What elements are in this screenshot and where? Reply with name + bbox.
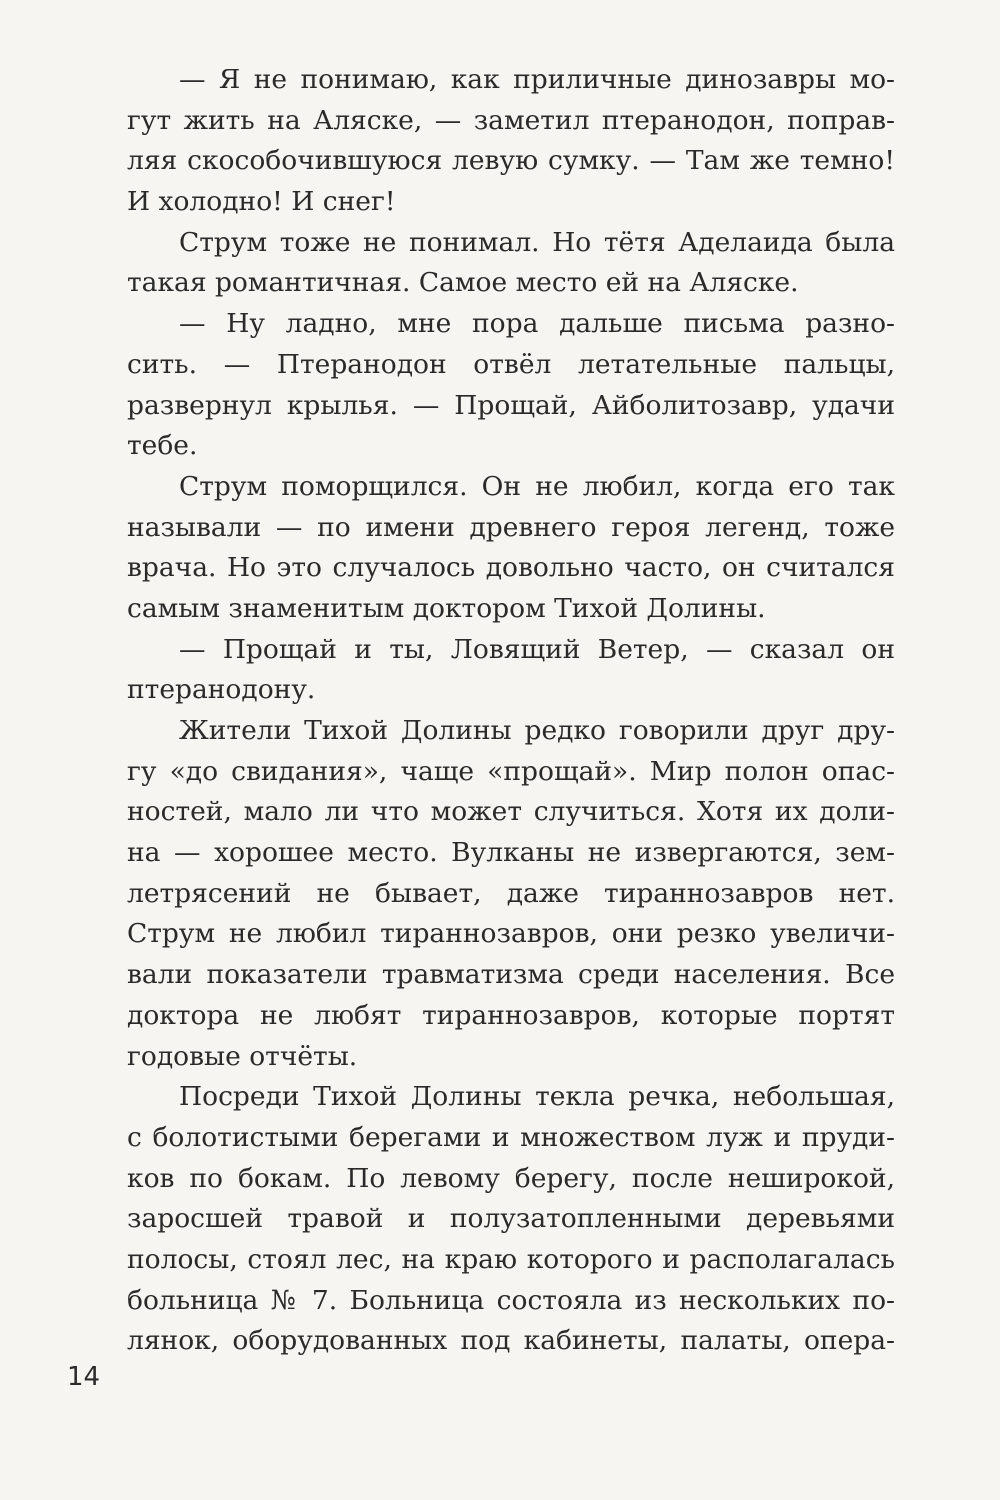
text-line: заросшей травой и полузатопленными деревьями [127,1203,895,1235]
text-line: Посреди Тихой Долины текла речка, небольшая, [179,1081,895,1113]
text-line: вали показатели травматизма среди населения. Все [127,959,895,991]
text-line: тебе. [127,430,198,462]
text-line: птеранодону. [127,674,316,706]
body-text [127,60,895,1362]
text-line: гут жить на Аляске, — заметил птеранодон, поправ- [127,104,895,136]
text-line: на — хорошее место. Вулканы не извергаются, зем- [127,837,895,869]
text-line: врача. Но это случалось довольно часто, он считался [127,552,895,584]
text-line: Струм не любил тираннозавров, они резко увеличи- [127,918,895,950]
text-line: гу «до свидания», чаще «прощай». Мир полон опас- [127,755,895,787]
text-line: самым знаменитым доктором Тихой Долины. [127,592,766,624]
text-line: И холодно! И снег! [127,186,396,218]
text-line: полосы, стоял лес, на краю которого и располагалась [127,1243,895,1275]
text-line: ков по бокам. По левому берегу, после неширокой, [127,1162,895,1194]
text-line: — Прощай и ты, Ловящий Ветер, — сказал он [179,633,895,665]
text-line: ляя скособочившуюся левую сумку. — Там же темно! [127,145,895,177]
text-line: такая романтичная. Самое место ей на Аляске. [127,267,799,299]
text-line: летрясений не бывает, даже тираннозавров нет. [127,877,895,909]
text-line: — Ну ладно, мне пора дальше письма разно- [179,308,895,340]
text-line: называли — по имени древнего героя легенд, тоже [127,511,895,543]
text-line: ностей, мало ли что может случиться. Хотя их доли- [127,796,895,828]
text-line: сить. — Птеранодон отвёл летательные пальцы, [127,348,895,380]
text-line: Струм поморщился. Он не любил, когда его так [179,470,895,502]
text-line: с болотистыми берегами и множеством луж и пруди- [127,1121,895,1153]
text-line: больница № 7. Больница состояла из нескольких по- [127,1284,895,1316]
text-line: Струм тоже не понимал. Но тётя Аделаида была [179,226,895,258]
text-line: доктора не любят тираннозавров, которые портят [127,999,895,1031]
text-line: Жители Тихой Долины редко говорили друг дру- [179,715,895,746]
text-line: — Я не понимаю, как приличные динозавры мо- [179,64,895,95]
text-line: годовые отчёты. [127,1040,358,1072]
text-line: лянок, оборудованных под кабинеты, палаты, опера- [127,1325,895,1357]
text-line: развернул крылья. — Прощай, Айболитозавр, удачи [127,389,895,421]
page-number: 14 [67,1362,101,1392]
